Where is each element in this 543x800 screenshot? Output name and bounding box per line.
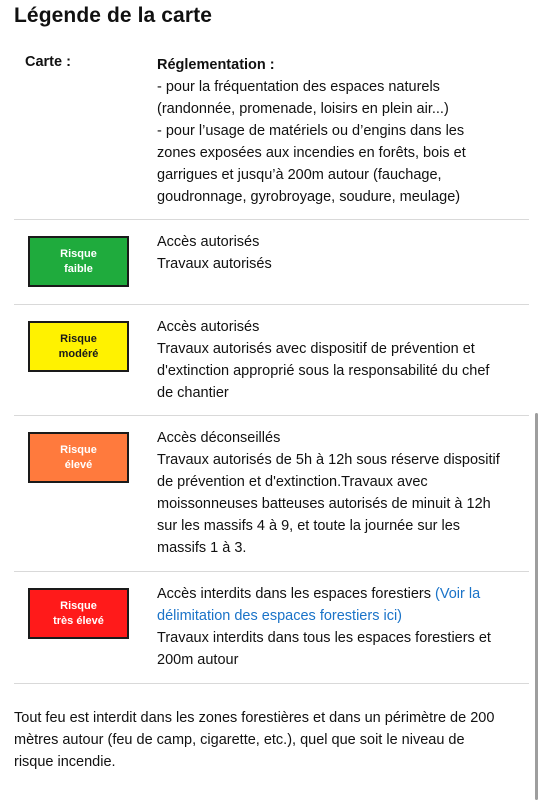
note-line: Tout feu est interdit dans les zones forestières et dans un périmètre de 200 [14,710,495,726]
description-line: Travaux autorisés de 5h à 12h sous réserve dispositif [157,452,500,468]
risk-low-description [157,231,272,275]
forest-areas-link[interactable]: (Voir la [435,586,481,602]
description-line: moissonneuses batteuses autorisés de minuit à 12h [157,496,491,512]
description-line: Accès autorisés [157,234,260,250]
description-line: Accès déconseillés [157,430,281,446]
risk-high-description [157,427,500,559]
description-line: Travaux interdits dans tous les espaces forestiers et [157,630,491,646]
description-line: Accès autorisés [157,319,260,335]
description-line: 200m autour [157,652,239,668]
regulation-title: Réglementation : [157,57,275,73]
description-line: Travaux autorisés [157,256,272,272]
swatch-label: modéré [58,347,99,360]
description-line: Travaux autorisés avec dispositif de prévention et [157,341,475,357]
map-column-label: Carte : [25,54,71,70]
description-text: Accès interdits dans les espaces forestiers [157,586,436,602]
description-line [157,583,491,605]
description-line: massifs 1 à 3. [157,540,247,556]
risk-low-swatch [28,236,129,287]
description-line: sur les massifs 4 à 9, et toute la journée sur les [157,518,461,534]
row-divider [14,683,529,684]
swatch-label: très élevé [53,614,104,627]
row-divider [14,219,529,220]
risk-moderate-swatch [28,321,129,372]
regulation-line: (randonnée, promenade, loisirs en plein air...) [157,101,449,117]
regulation-line: goudronnage, gyrobroyage, soudure, meulage) [157,189,461,205]
note-line: risque incendie. [14,754,116,770]
swatch-label: Risque [60,332,97,345]
description-line: d'extinction approprié sous la responsabilité du chef [157,363,490,379]
forest-areas-link[interactable]: délimitation des espaces forestiers ici) [157,608,402,624]
risk-high-swatch [28,432,129,483]
swatch-label: élevé [64,458,93,471]
regulation-line: - pour la fréquentation des espaces naturels [157,79,440,95]
risk-very-high-description [157,583,491,671]
page-title: Légende de la carte [14,4,212,27]
swatch-label: Risque [60,599,97,612]
regulation-line: zones exposées aux incendies en forêts, bois et [157,145,466,161]
swatch-label: Risque [60,443,97,456]
vertical-scrollbar[interactable] [535,413,538,800]
description-line: de prévention et d'extinction.Travaux avec [157,474,428,490]
regulation-line: - pour l’usage de matériels ou d’engins dans les [157,123,465,139]
regulation-line: garrigues et jusqu’à 200m autour (fauchage, [157,167,442,183]
row-divider [14,571,529,572]
description-line: de chantier [157,385,229,401]
fire-ban-note [14,707,494,773]
risk-moderate-description [157,316,489,404]
swatch-label: faible [64,262,93,275]
regulation-column [157,54,529,208]
note-line: mètres autour (feu de camp, cigarette, etc.), quel que soit le niveau de [14,732,465,748]
row-divider [14,304,529,305]
risk-very-high-swatch [28,588,129,639]
row-divider [14,415,529,416]
swatch-label: Risque [60,247,97,260]
